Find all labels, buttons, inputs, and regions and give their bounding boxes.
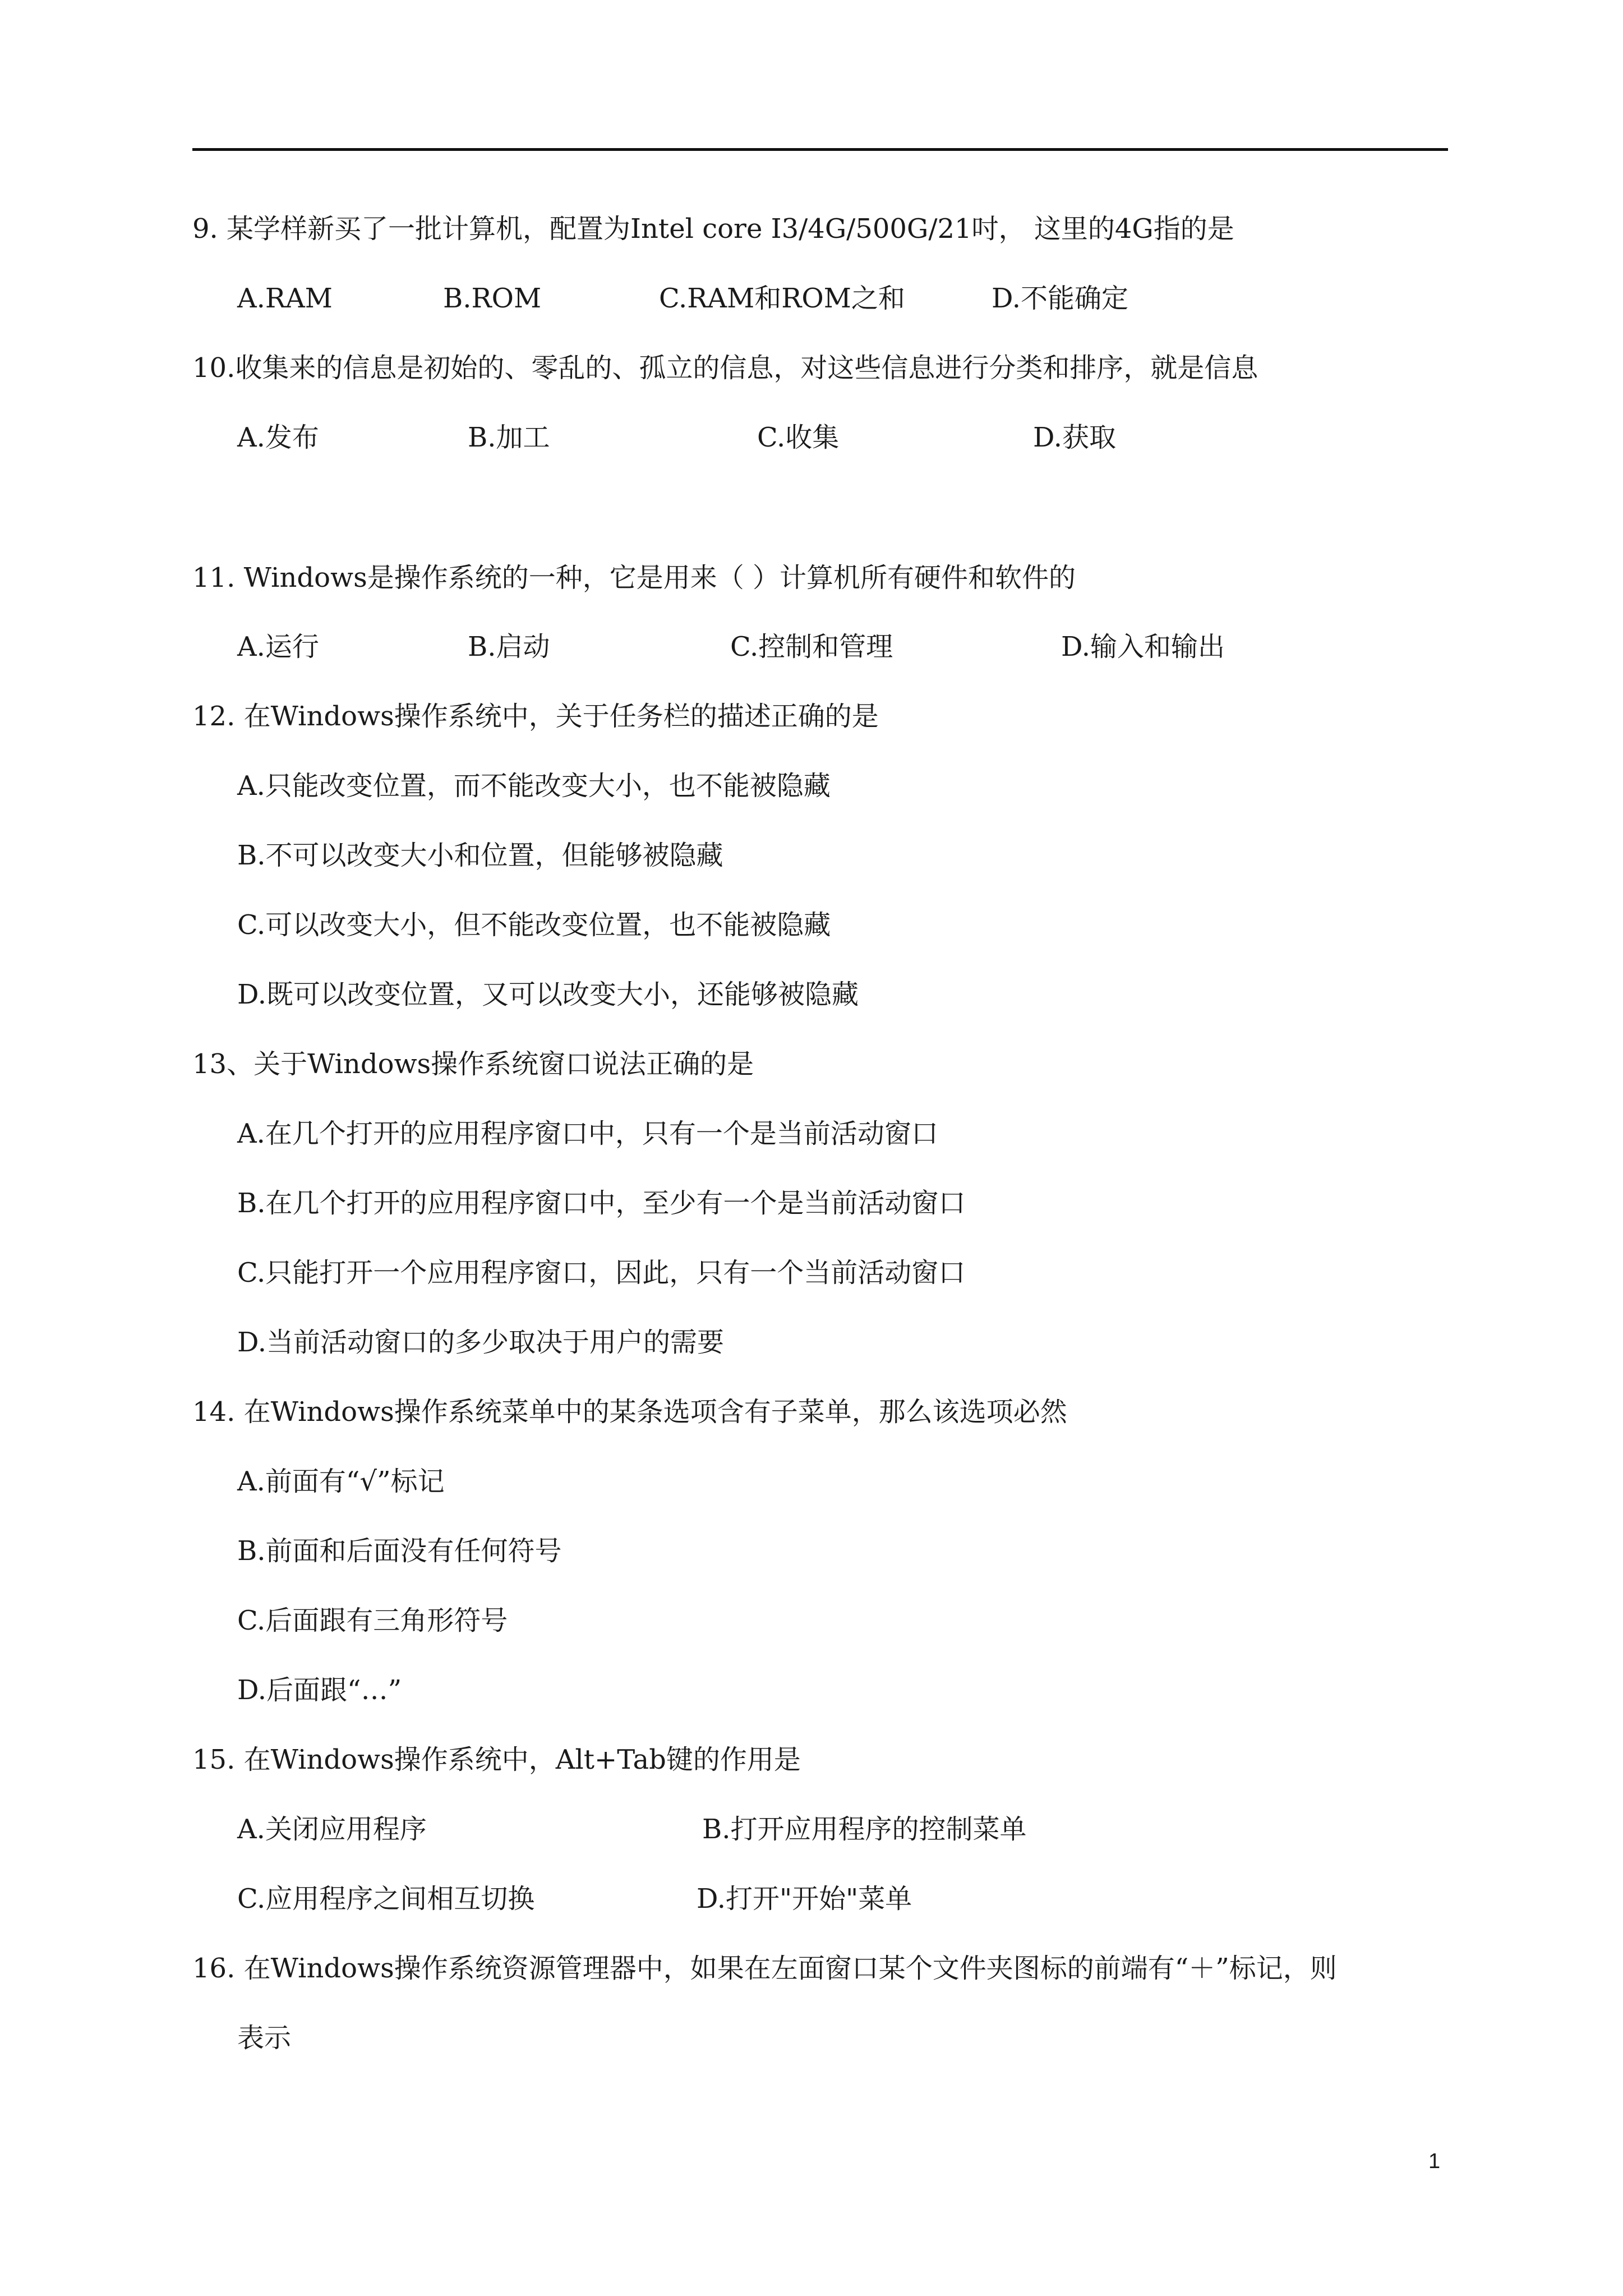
question-15-stem: 15. 在Windows操作系统中，Alt+Tab键的作用是 xyxy=(192,1744,801,1775)
option-b: B.启动 xyxy=(468,631,550,662)
question-11-options xyxy=(0,630,1623,664)
option-a: A.在几个打开的应用程序窗口中，只有一个是当前活动窗口 xyxy=(237,1118,938,1149)
header-rule xyxy=(192,148,1448,151)
question-10-options xyxy=(0,421,1623,454)
option-c: C.RAM和ROM之和 xyxy=(659,283,905,314)
option-d: D.后面跟“…” xyxy=(237,1674,402,1706)
question-13-stem: 13、关于Windows操作系统窗口说法正确的是 xyxy=(192,1048,754,1080)
question-15-options-row2 xyxy=(0,1882,1623,1916)
question-11-stem: 11. Windows是操作系统的一种，它是用来（ ）计算机所有硬件和软件的 xyxy=(192,562,1076,593)
option-a: A.关闭应用程序 xyxy=(237,1814,427,1845)
option-b: B.加工 xyxy=(468,422,550,453)
option-b: B.打开应用程序的控制菜单 xyxy=(702,1814,1027,1845)
page-number: 1 xyxy=(1428,2150,1441,2173)
option-d: D.打开"开始"菜单 xyxy=(697,1883,912,1915)
option-a: A.发布 xyxy=(237,422,319,453)
option-d: D.当前活动窗口的多少取决于用户的需要 xyxy=(237,1327,725,1358)
option-d: D.获取 xyxy=(1033,422,1117,453)
question-9-stem: 9. 某学样新买了一批计算机，配置为Intel core I3/4G/500G/21吋， 这里的4G指的是 xyxy=(192,213,1234,245)
option-d: D.输入和输出 xyxy=(1061,631,1225,662)
option-c: C.只能打开一个应用程序窗口，因此，只有一个当前活动窗口 xyxy=(237,1257,966,1289)
option-c: C.控制和管理 xyxy=(730,631,893,662)
option-a: A.运行 xyxy=(237,631,319,662)
option-a: A.RAM xyxy=(237,283,333,314)
option-b: B.在几个打开的应用程序窗口中，至少有一个是当前活动窗口 xyxy=(237,1188,966,1219)
option-c: C.应用程序之间相互切换 xyxy=(237,1883,535,1915)
question-9-options xyxy=(0,282,1623,315)
option-b: B.前面和后面没有任何符号 xyxy=(237,1535,562,1567)
question-15-options-row1 xyxy=(0,1812,1623,1846)
question-10-stem: 10.收集来的信息是初始的、零乱的、孤立的信息，对这些信息进行分类和排序，就是信息 xyxy=(192,352,1258,384)
question-14-stem: 14. 在Windows操作系统菜单中的某条选项含有子菜单，那么该选项必然 xyxy=(192,1396,1067,1428)
question-16-stem-continuation: 表示 xyxy=(237,2022,292,2054)
option-d: D.既可以改变位置，又可以改变大小，还能够被隐藏 xyxy=(237,979,859,1010)
question-12-stem: 12. 在Windows操作系统中，关于任务栏的描述正确的是 xyxy=(192,701,879,732)
option-a: A.前面有“√”标记 xyxy=(237,1466,445,1497)
question-16-stem: 16. 在Windows操作系统资源管理器中，如果在左面窗口某个文件夹图标的前端有“＋”标记，则 xyxy=(192,1953,1337,1984)
option-b: B.ROM xyxy=(443,283,542,314)
option-d: D.不能确定 xyxy=(992,283,1129,314)
option-c: C.收集 xyxy=(757,422,840,453)
option-c: C.可以改变大小，但不能改变位置，也不能被隐藏 xyxy=(237,909,831,941)
option-a: A.只能改变位置，而不能改变大小，也不能被隐藏 xyxy=(237,770,831,802)
option-c: C.后面跟有三角形符号 xyxy=(237,1605,508,1636)
option-b: B.不可以改变大小和位置，但能够被隐藏 xyxy=(237,840,723,871)
